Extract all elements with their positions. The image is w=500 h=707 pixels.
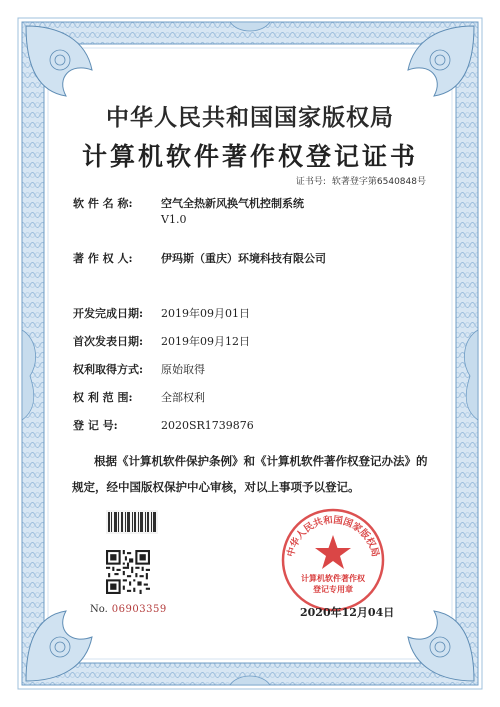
field-publication-date bbox=[73, 333, 250, 349]
software-version: V1.0 bbox=[161, 213, 187, 226]
completion-date-value: 2019年09月01日 bbox=[161, 307, 250, 320]
publication-date-label: 首次发表日期: bbox=[73, 335, 144, 348]
copyright-holder-label: 著 作 权 人: bbox=[73, 252, 133, 265]
serial-number-label: No. bbox=[90, 604, 108, 615]
certificate-title: 计算机软件著作权登记证书 bbox=[81, 142, 418, 171]
seal-line-1: 计算机软件著作权 bbox=[301, 574, 365, 583]
acquisition-method-label: 权利取得方式: bbox=[73, 363, 144, 376]
seal-arc-text: 中华人民共和国国家版权局 bbox=[285, 514, 381, 559]
qr-code-icon bbox=[106, 550, 150, 594]
certificate-number-label: 证书号: bbox=[295, 177, 326, 187]
registration-statement bbox=[72, 448, 432, 500]
authority-title: 中华人民共和国国家版权局 bbox=[106, 105, 394, 131]
completion-date-label: 开发完成日期: bbox=[73, 307, 144, 320]
registration-number-label: 登 记 号: bbox=[73, 419, 118, 432]
scope-value: 全部权利 bbox=[161, 391, 205, 404]
serial-number-value: 06903359 bbox=[111, 604, 167, 615]
serial-number bbox=[90, 604, 167, 615]
issue-date: 2020年12月04日 bbox=[300, 606, 395, 619]
software-name-value: 空气全热新风换气机控制系统 bbox=[161, 197, 304, 210]
field-scope bbox=[73, 389, 205, 405]
field-software-name bbox=[73, 195, 304, 226]
field-acquisition-method bbox=[73, 361, 205, 377]
scope-label: 权 利 范 围: bbox=[73, 391, 133, 404]
copyright-holder-value: 伊玛斯（重庆）环境科技有限公司 bbox=[161, 252, 326, 265]
acquisition-method-value: 原始取得 bbox=[161, 363, 205, 376]
publication-date-value: 2019年09月12日 bbox=[161, 335, 250, 348]
field-registration-number bbox=[73, 417, 254, 433]
statement-line-1: 根据《计算机软件保护条例》和《计算机软件著作权登记办法》的 bbox=[94, 454, 428, 468]
certificate-number bbox=[296, 174, 426, 187]
registration-number-value: 2020SR1739876 bbox=[161, 419, 254, 432]
official-seal-icon bbox=[278, 505, 388, 615]
field-copyright-holder bbox=[73, 250, 326, 266]
statement-line-2: 规定，经中国版权保护中心审核，对以上事项予以登记。 bbox=[72, 480, 360, 494]
security-barcode-icon bbox=[106, 510, 158, 534]
certificate-number-value: 软著登字第6540848号 bbox=[331, 177, 426, 187]
seal-line-2: 登记专用章 bbox=[313, 585, 353, 594]
field-completion-date bbox=[73, 305, 250, 321]
software-name-label: 软 件 名 称: bbox=[73, 197, 133, 210]
